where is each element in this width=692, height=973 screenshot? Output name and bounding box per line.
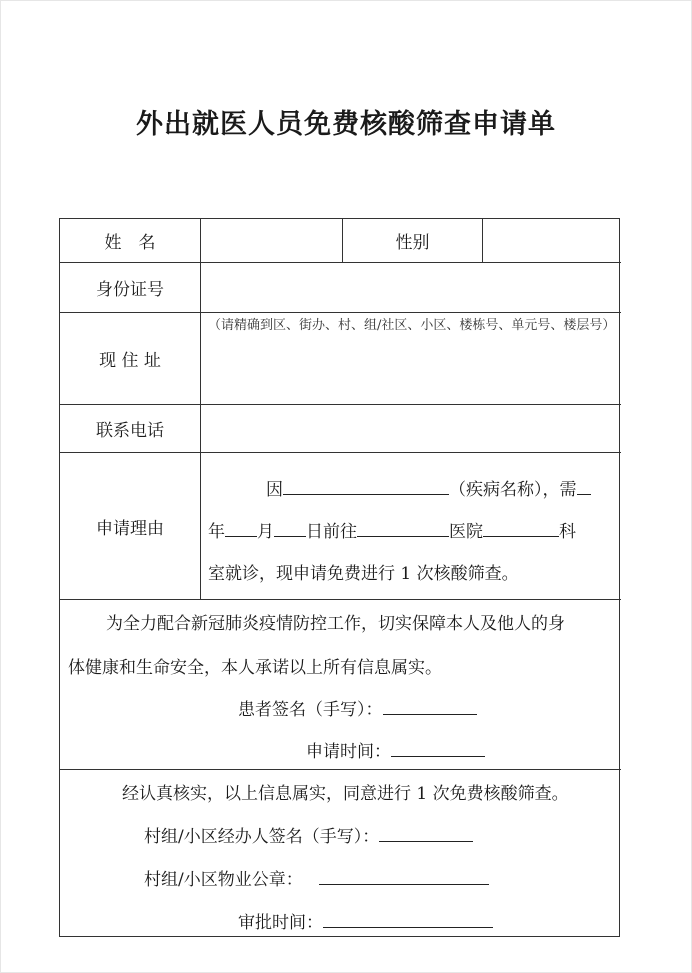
address-label: 现 住 址 xyxy=(99,351,161,371)
patient-signature-blank[interactable] xyxy=(383,696,477,715)
property-seal-row xyxy=(144,865,489,890)
phone-label: 联系电话 xyxy=(96,421,164,441)
row-divider xyxy=(60,769,621,770)
reason-line1-tail-blank[interactable] xyxy=(577,476,591,495)
commitment-line-2: 体健康和生命安全，本人承诺以上所有信息属实。 xyxy=(68,658,442,678)
property-seal-label: 村组/小区物业公章： xyxy=(144,870,303,890)
approval-time-label: 审批时间： xyxy=(238,913,323,933)
approval-statement: 经认真核实，以上信息属实，同意进行 1 次免费核酸筛查。 xyxy=(122,784,569,804)
application-time-row xyxy=(306,737,485,762)
id-number-field[interactable] xyxy=(201,263,619,312)
phone-field[interactable] xyxy=(201,405,619,452)
year-label: 年 xyxy=(208,522,225,542)
reason-line-1 xyxy=(266,475,591,500)
department-blank[interactable] xyxy=(483,518,559,537)
month-blank[interactable] xyxy=(225,518,257,537)
reason-line-2 xyxy=(208,517,576,542)
application-form-table xyxy=(59,218,620,937)
reason-disease-suffix: （疾病名称），需 xyxy=(449,480,577,500)
day-blank[interactable] xyxy=(274,518,306,537)
commitment-line-1: 为全力配合新冠肺炎疫情防控工作，切实保障本人及他人的身 xyxy=(106,614,565,634)
name-label: 姓 名 xyxy=(104,233,156,253)
application-time-label: 申请时间： xyxy=(306,742,391,762)
hospital-label: 医院 xyxy=(449,522,483,542)
department-label: 科 xyxy=(559,522,576,542)
application-time-blank[interactable] xyxy=(391,738,485,757)
form-title: 外出就医人员免费核酸筛查申请单 xyxy=(136,109,556,140)
gender-label: 性别 xyxy=(395,233,430,253)
name-field[interactable] xyxy=(201,219,342,262)
hospital-blank[interactable] xyxy=(357,518,449,537)
reason-line-3: 室就诊，现申请免费进行 1 次核酸筛查。 xyxy=(208,564,519,584)
month-label: 月 xyxy=(257,522,274,542)
property-seal-blank[interactable] xyxy=(319,866,489,885)
address-hint: （请精确到区、街办、村、组/社区、小区、楼栋号、单元号、楼层号） xyxy=(208,318,616,333)
address-field[interactable] xyxy=(201,359,619,404)
handler-signature-row xyxy=(144,822,473,847)
approval-time-row xyxy=(238,908,493,933)
handler-signature-label: 村组/小区经办人签名（手写）： xyxy=(144,827,380,847)
approval-time-blank[interactable] xyxy=(323,909,493,928)
row-divider xyxy=(60,599,621,600)
reason-because: 因 xyxy=(266,480,283,500)
disease-name-blank[interactable] xyxy=(283,476,449,495)
gender-field[interactable] xyxy=(483,219,619,262)
id-number-label: 身份证号 xyxy=(96,280,164,300)
handler-signature-blank[interactable] xyxy=(379,823,473,842)
day-label: 日前往 xyxy=(306,522,357,542)
patient-signature-label: 患者签名（手写）： xyxy=(238,700,383,720)
patient-signature-row xyxy=(238,695,477,720)
reason-label: 申请理由 xyxy=(96,518,164,539)
